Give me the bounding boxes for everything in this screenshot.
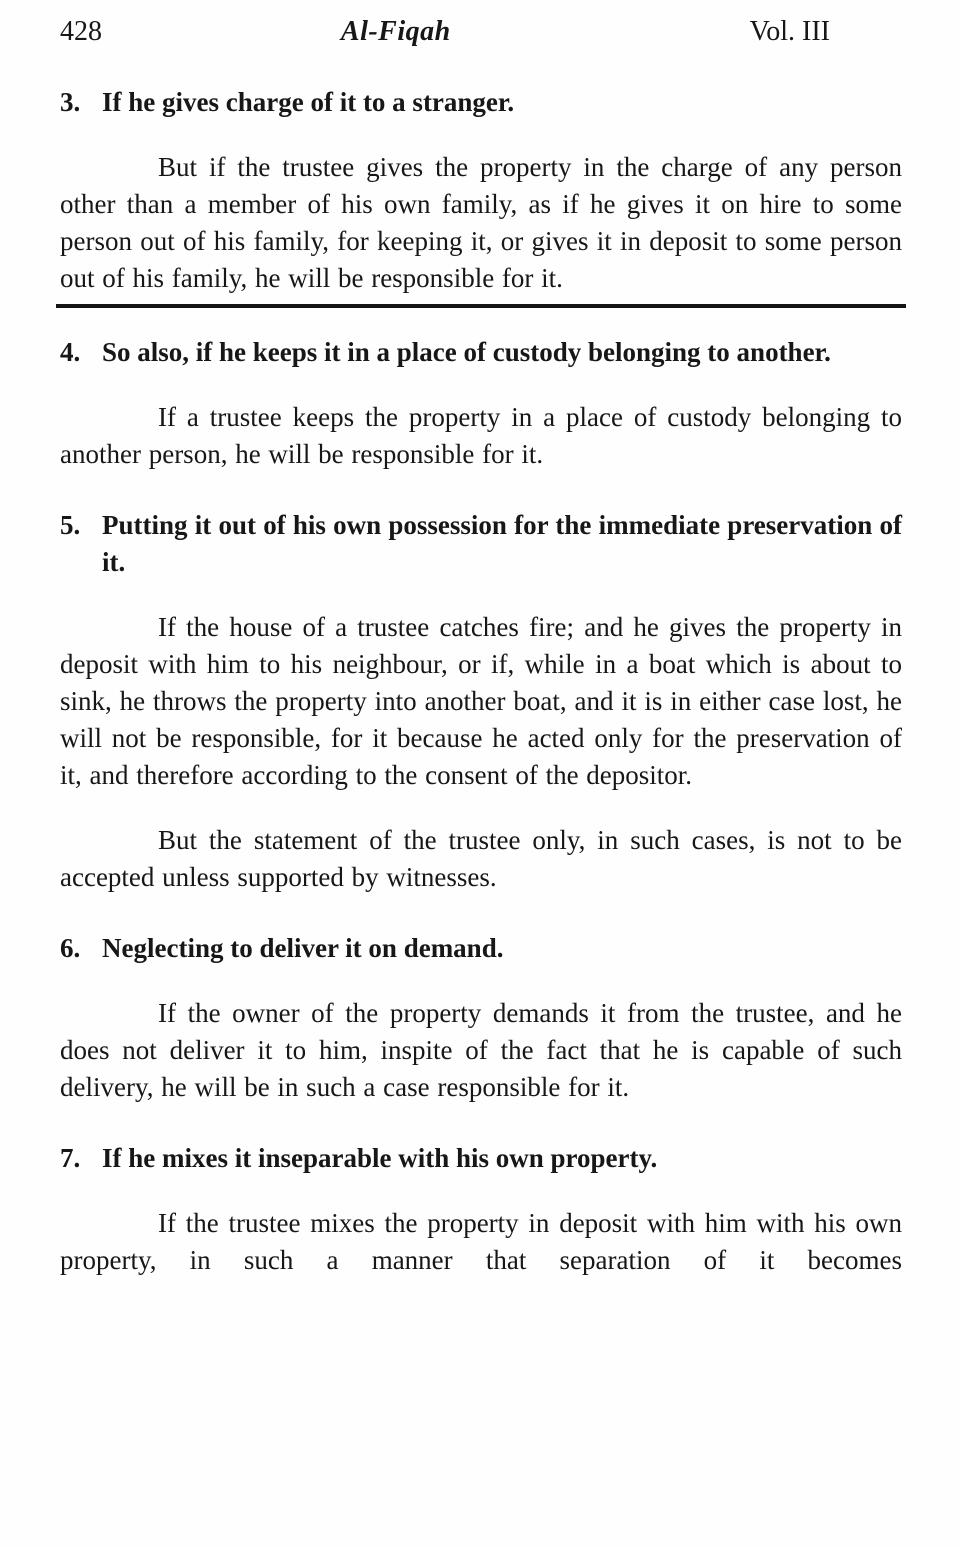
section-3-heading-text: If he gives charge of it to a stranger.: [102, 87, 515, 117]
section-4: [60, 334, 902, 473]
section-4-number: 4.: [60, 337, 81, 367]
section-4-heading-text: So also, if he keeps it in a place of custody belonging to another.: [102, 337, 831, 367]
section-7: [60, 1140, 902, 1279]
section-3-number: 3.: [60, 87, 81, 117]
section-5-heading: [60, 507, 902, 581]
section-6-paragraph-1: If the owner of the property demands it from the trustee, and he does not deliver it to him, inspite of the fact that he is capable of such delivery, he will be in such a case responsible for it.: [60, 998, 902, 1102]
section-3: [60, 84, 902, 308]
section-7-paragraph-1: If the trustee mixes the property in deposit with him with his own property, in such a manner that separation of it becomes: [60, 1208, 902, 1275]
section-7-number: 7.: [60, 1143, 81, 1173]
section-5-paragraph-1: If the house of a trustee catches fire; and he gives the property in deposit with him to his neighbour, or if, while in a boat which is about to sink, he throws the property into another boat, and it is in either case lost, he will not be responsible, for it because he acted only for the preservation of it, and therefore according to the consent of the depositor.: [60, 612, 902, 790]
section-divider: [56, 304, 906, 308]
section-7-heading-text: If he mixes it inseparable with his own property.: [102, 1143, 658, 1173]
section-7-heading: [60, 1140, 902, 1177]
section-6-heading: [60, 930, 902, 967]
section-5-heading-text: Putting it out of his own possession for the immediate preservation of it.: [102, 510, 902, 577]
section-5: [60, 507, 902, 896]
section-5-paragraph-2: But the statement of the trustee only, in such cases, is not to be accepted unless supported by witnesses.: [60, 825, 902, 892]
book-title: Al-Fiqah: [340, 16, 451, 47]
section-5-number: 5.: [60, 510, 81, 540]
section-6: [60, 930, 902, 1106]
page-header: [60, 14, 902, 50]
section-6-number: 6.: [60, 933, 81, 963]
page-number: 428: [60, 16, 102, 47]
section-6-heading-text: Neglecting to deliver it on demand.: [102, 933, 504, 963]
section-4-paragraph-1: If a trustee keeps the property in a place of custody belonging to another person, he will be responsible for it.: [60, 402, 902, 469]
section-4-heading: [60, 334, 902, 371]
section-3-paragraph-1: But if the trustee gives the property in the charge of any person other than a member of his own family, as if he gives it on hire to some person out of his family, for keeping it, or gives it in deposit to some person out of his family, he will be responsible for it.: [60, 152, 902, 293]
volume-label: Vol. III: [749, 16, 830, 47]
section-3-heading: [60, 84, 902, 121]
